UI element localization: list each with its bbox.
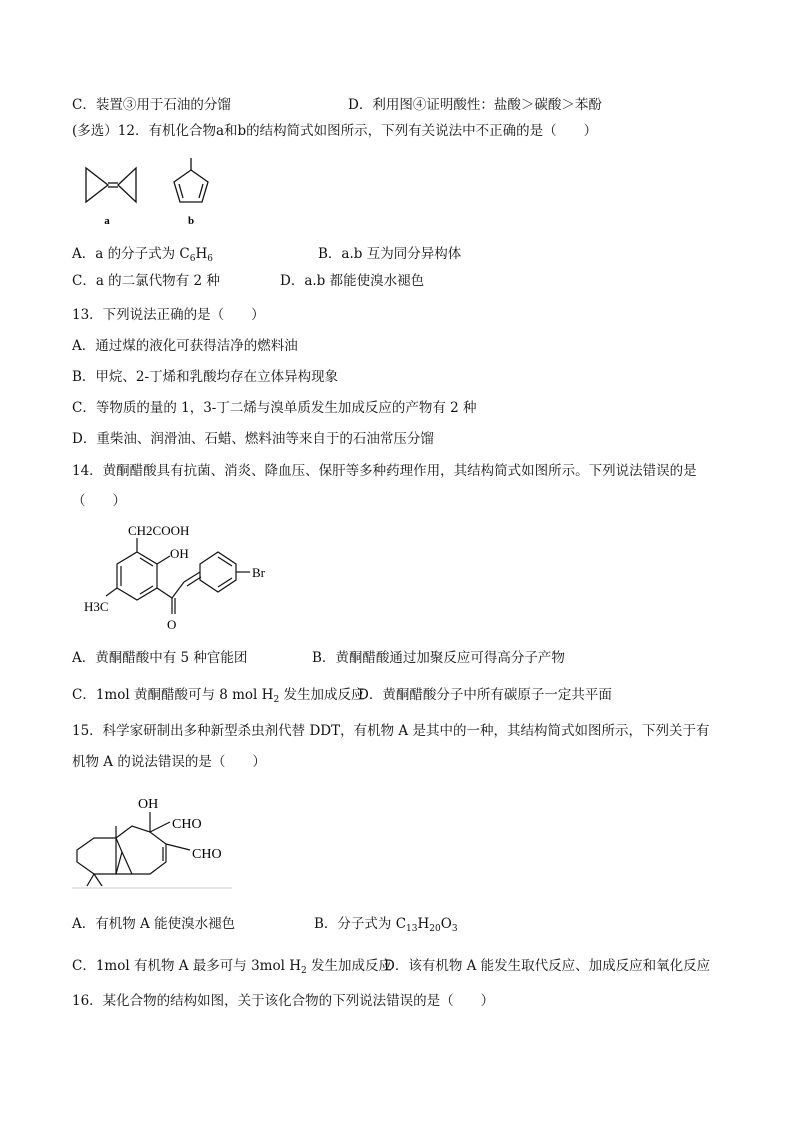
q14-option-d: D．黄酮醋酸分子中所有碳原子一定共平面 — [358, 687, 612, 703]
q15-option-b: B．分子式为 $C_{13}H_{20}O_3$ — [314, 916, 458, 934]
label-cho-2: CHO — [192, 847, 222, 862]
molecule-b — [174, 158, 208, 202]
label-oh: OH — [138, 797, 159, 812]
q14-stem-line1: 14．黄酮醋酸具有抗菌、消炎、降血压、保肝等多种药理作用，其结构简式如图所示。下列说法错误的是 — [72, 463, 697, 479]
q11-option-d: D．利用图④证明酸性：盐酸＞碳酸＞苯酚 — [348, 97, 602, 113]
label-h3c: H3C — [84, 599, 109, 614]
label-oh: OH — [170, 546, 189, 561]
q12-structures — [80, 158, 260, 228]
label-a: a — [104, 215, 110, 227]
q11-option-c: C．装置③用于石油的分馏 — [72, 97, 231, 113]
q14-option-b: B．黄酮醋酸通过加聚反应可得高分子产物 — [312, 650, 565, 666]
q13-stem: 13．下列说法正确的是（ ） — [72, 307, 265, 323]
q13-option-d: D．重柴油、润滑油、石蜡、燃料油等来自于的石油常压分馏 — [72, 431, 434, 447]
q12-option-b: B．a.b 互为同分异构体 — [318, 246, 462, 262]
q14-structure — [80, 522, 310, 637]
q14-option-a: A．黄酮醋酸中有 5 种官能团 — [72, 650, 248, 666]
q15-stem-line1: 15．科学家研制出多种新型杀虫剂代替 DDT，有机物 A 是其中的一种，其结构简式如图所示，下列关于有 — [72, 723, 710, 739]
q12-option-d: D．a.b 都能使溴水褪色 — [280, 273, 425, 289]
label-o: O — [167, 617, 177, 632]
q12-stem: (多选）12．有机化合物a和b的结构简式如图所示，下列有关说法中不正确的是（ ） — [72, 123, 598, 139]
molecule-a — [86, 168, 136, 202]
q14-stem-line2: （ ） — [72, 493, 126, 509]
q12-option-a: A．a 的分子式为 $C_6H_6$ — [72, 246, 213, 264]
q15-option-a: A．有机物 A 能使溴水褪色 — [72, 916, 236, 932]
q13-option-a: A．通过煤的液化可获得洁净的燃料油 — [72, 338, 298, 354]
label-cho-1: CHO — [172, 817, 202, 832]
q15-option-c: C．1mol 有机物 A 最多可与 3mol $H_2$ 发生加成反应 — [72, 958, 393, 976]
label-b: b — [187, 215, 195, 227]
q15-stem-line2: 机物 A 的说法错误的是（ ） — [72, 754, 266, 770]
label-ch2cooh: CH2COOH — [128, 523, 190, 538]
q12-option-c: C．a 的二氯代物有 2 种 — [72, 273, 220, 289]
q16-stem: 16．某化合物的结构如图，关于该化合物的下列说法错误的是（ ） — [72, 993, 495, 1009]
label-br: Br — [252, 565, 265, 580]
q14-option-c: C．1mol 黄酮醋酸可与 8 mol $H_2$ 发生加成反应 — [72, 687, 365, 705]
q15-structure — [72, 790, 242, 890]
q13-option-b: B．甲烷、2-丁烯和乳酸均存在立体异构现象 — [72, 369, 339, 385]
q13-option-c: C．等物质的量的 1，3-丁二烯与溴单质发生加成反应的产物有 2 种 — [72, 400, 477, 416]
q15-option-d: D．该有机物 A 能发生取代反应、加成反应和氧化反应 — [384, 958, 711, 974]
